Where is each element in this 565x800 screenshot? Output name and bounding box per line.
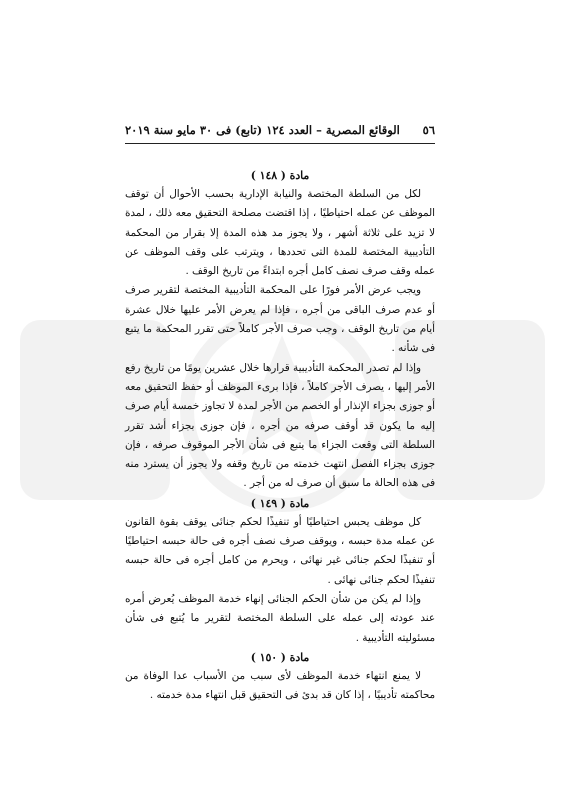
page-header [125, 123, 435, 137]
page-number: ٥٦ [422, 123, 435, 137]
article-title: مادة ( ١٥٠ ) [250, 650, 310, 664]
paragraph: وإذا لم يكن من شأن الحكم الجنائى إنهاء خدمة الموظف يُعرض أمره عند عودته إلى عمله على السلطة المختصة لتقرير ما يُتبع فى شأن مسئوليته التأديبية . [125, 592, 435, 644]
gazette-title: الوقائع المصرية – العدد ١٢٤ (تابع) فى ٣٠ مايو سنة ٢٠١٩ [125, 123, 400, 137]
paragraph: ويجب عرض الأمر فورًا على المحكمة التأديبية المختصة لتقرير صرف أو عدم صرف الباقى من أجره ، فإذا لم يعرض الأمر عليها خلال عشرة أيام من تاريخ الوقف ، وجب صرف الأجر كاملاً حتى تقرر المحكمة ما يتبع فى شأنه . [125, 284, 435, 355]
paragraph: وإذا لم تصدر المحكمة التأديبية قرارها خلال عشرين يومًا من تاريخ رفع الأمر إليها ، يصرف الأجر كاملاً ، فإذا برىء الموظف أو حفظ التحقيق معه أو جوزى بجزاء الإنذار أو الخصم من الأجر لمدة لا تجاوز خمسة أيام صرف إليه ما يكون قد أوقف صرفه من أجره ، فإن جوزى بجزاء أشد تقرر السلطة التى وقعت الجزاء ما يتبع فى شأن الأجر الموقوف صرفه ، فإن جوزى بجزاء الفصل انتهت خدمته من تاريخ وقفه ولا يجوز أن يسترد منه فى هذه الحالة ما سبق أن صرف له من أجر . [125, 361, 435, 490]
article-149 [125, 494, 435, 648]
article-150 [125, 648, 435, 706]
document-body [125, 166, 435, 705]
header-rule [125, 143, 435, 144]
paragraph: لا يمنع انتهاء خدمة الموظف لأى سبب من الأسباب عدا الوفاة من محاكمته تأديبيًا ، إذا كان قد بدئ فى التحقيق قبل انتهاء مدة خدمته . [125, 669, 435, 702]
article-title: مادة ( ١٤٨ ) [250, 169, 310, 182]
article-title: مادة ( ١٤٩ ) [250, 496, 310, 510]
paragraph: لكل من السلطة المختصة والنيابة الإدارية بحسب الأحوال أن توقف الموظف عن عمله احتياطيًا ، إذا اقتضت مصلحة التحقيق معه ذلك ، لمدة لا تزيد على ثلاثة أشهر ، ولا يجوز مد هذه المدة إلا بقرار من المحكمة التأديبية المختصة للمدة التى تحددها ، ويترتب على وقف الموظف عن عمله وقف صرف نصف كامل أجره ابتداءً من تاريخ الوقف . [125, 188, 435, 278]
article-148 [125, 166, 435, 494]
paragraph: كل موظف يحبس احتياطيًا أو تنفيذًا لحكم جنائى يوقف بقوة القانون عن عمله مدة حبسه ، ويوقف صرف نصف أجره فى حالة حبسه احتياطيًا أو تنفيذًا لحكم جنائى غير نهائى ، ويحرم من كامل أجره فى حالة حبسه تنفيذًا لحكم جنائى نهائى . [125, 515, 435, 586]
